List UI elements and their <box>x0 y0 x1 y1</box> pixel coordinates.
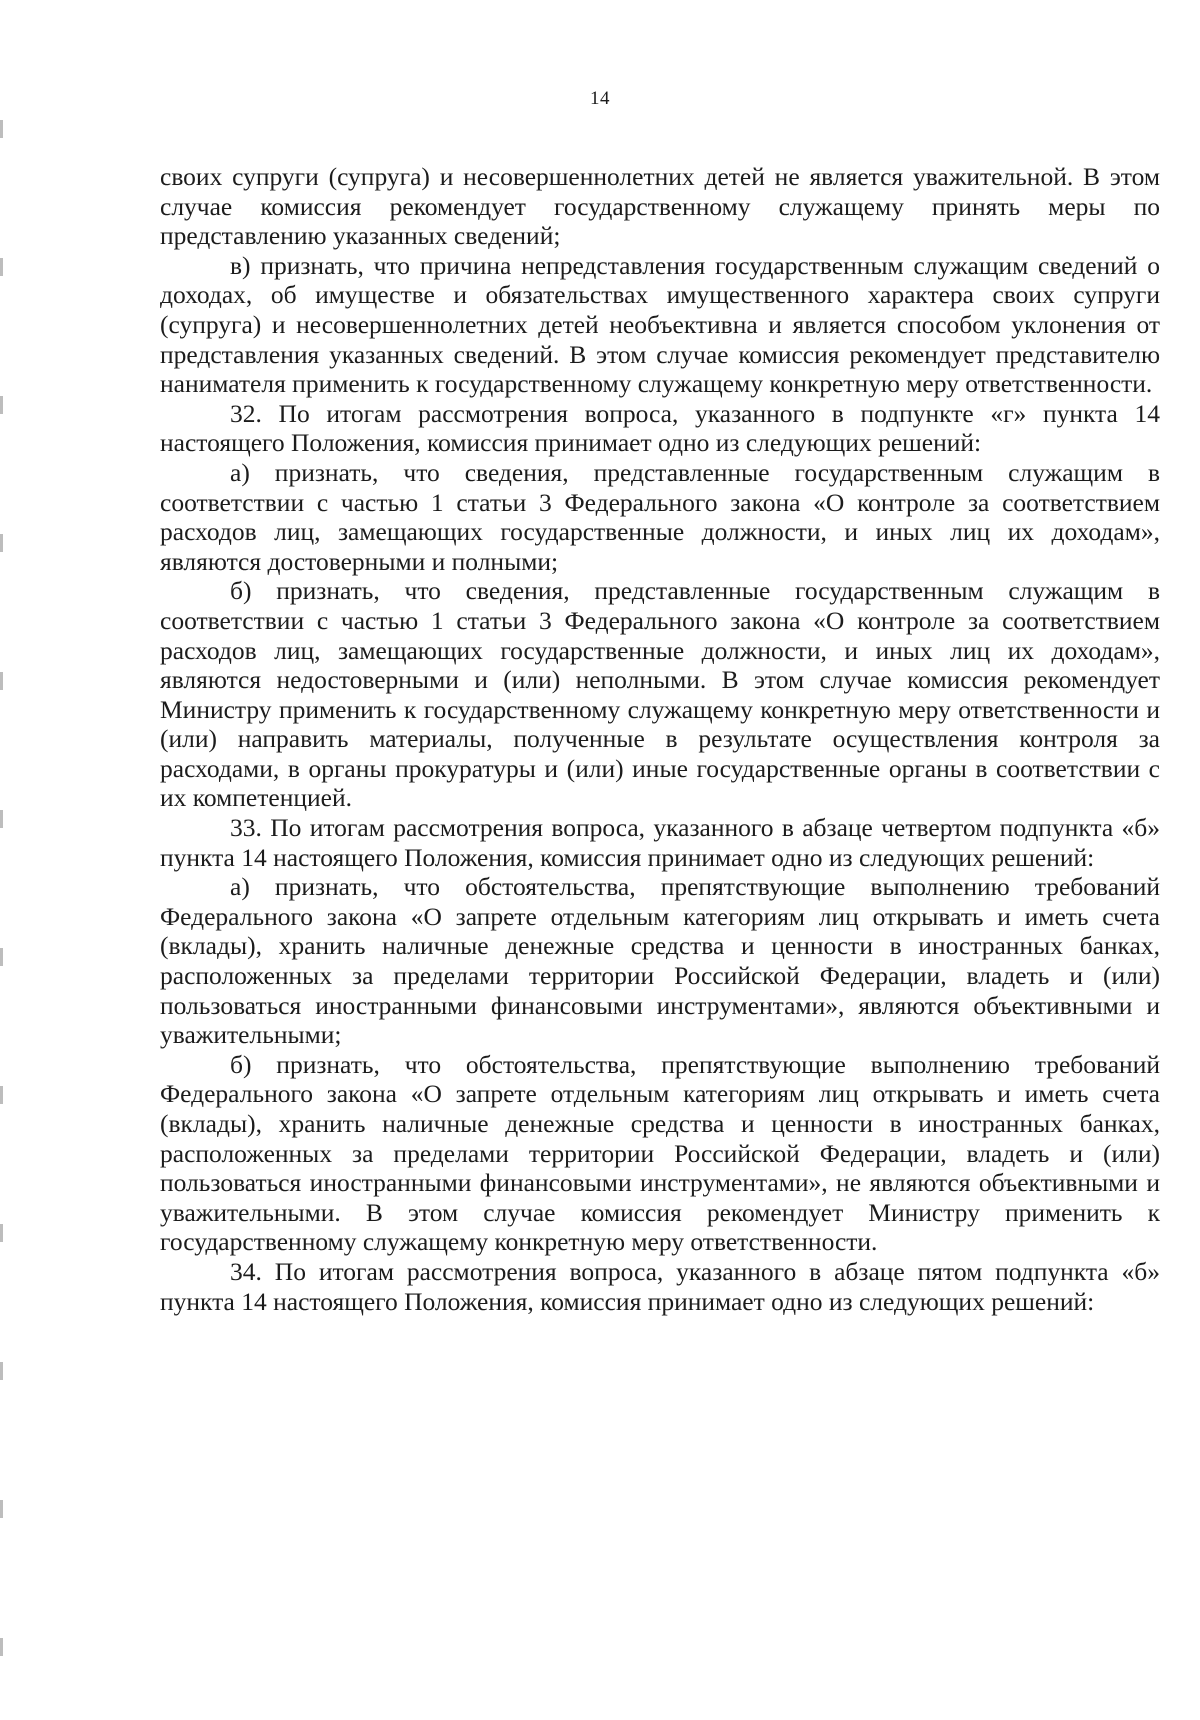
paragraph-subitem-v: в) признать, что причина непредставления государственным служащим сведений о доходах, об имуществе и обязательствах имущественного характера своих супруги (супруга) и несовершеннолетних детей необъективна и является способом уклонения от представления указанных сведений. В этом случае комиссия рекомендует представителю нанимателя применить к государственному служащему конкретную меру ответственности. <box>160 250 1160 399</box>
paragraph-item-34: 34. По итогам рассмотрения вопроса, указанного в абзаце пятом подпункта «б» пункта 14 настоящего Положения, комиссия принимает одно из следующих решений: <box>160 1256 1160 1316</box>
page-number: 14 <box>590 88 610 109</box>
paragraph-item-33: 33. По итогам рассмотрения вопроса, указанного в абзаце четвертом подпункта «б» пункта 14 настоящего Положения, комиссия принимает одно из следующих решений: <box>160 813 1160 872</box>
document-body <box>160 162 1160 1316</box>
paragraph-32-subitem-a: а) признать, что сведения, представленные государственным служащим в соответствии с частью 1 статьи 3 Федерального закона «О контроле за соответствием расходов лиц, замещающих государственные должности, и иных лиц их доходам», являются достоверными и полными; <box>160 457 1160 576</box>
paragraph-continuation: своих супруги (супруга) и несовершеннолетних детей не является уважительной. В этом случае комиссия рекомендует государственному служащему принять меры по представлению указанных сведений; <box>160 162 1160 251</box>
paragraph-32-subitem-b: б) признать, что сведения, представленные государственным служащим в соответствии с частью 1 статьи 3 Федерального закона «О контроле за соответствием расходов лиц, замещающих государственные должности, и иных лиц их доходам», являются недостоверными и (или) неполными. В этом случае комиссия рекомендует Министру применить к государственному служащему конкретную меру ответственности и (или) направить материалы, полученные в результате осуществления контроля за расходами, в органы прокуратуры и (или) иные государственные органы в соответствии с их компетенцией. <box>160 576 1160 813</box>
scan-edge-marks <box>0 0 3 1720</box>
paragraph-33-subitem-b: б) признать, что обстоятельства, препятствующие выполнению требований Федерального закона «О запрете отдельным категориям лиц открывать и иметь счета (вклады), хранить наличные денежные средства и ценности в иностранных банках, расположенных за пределами территории Российской Федерации, владеть и (или) пользоваться иностранными финансовыми инструментами», не являются объективными и уважительными. В этом случае комиссия рекомендует Министру применить к государственному служащему конкретную меру ответственности. <box>160 1049 1160 1257</box>
paragraph-33-subitem-a: а) признать, что обстоятельства, препятствующие выполнению требований Федерального закона «О запрете отдельным категориям лиц открывать и иметь счета (вклады), хранить наличные денежные средства и ценности в иностранных банках, расположенных за пределами территории Российской Федерации, владеть и (или) пользоваться иностранными финансовыми инструментами», являются объективными и уважительными; <box>160 872 1160 1050</box>
paragraph-item-32: 32. По итогам рассмотрения вопроса, указанного в подпункте «г» пункта 14 настоящего Положения, комиссия принимает одно из следующих решений: <box>160 398 1160 458</box>
